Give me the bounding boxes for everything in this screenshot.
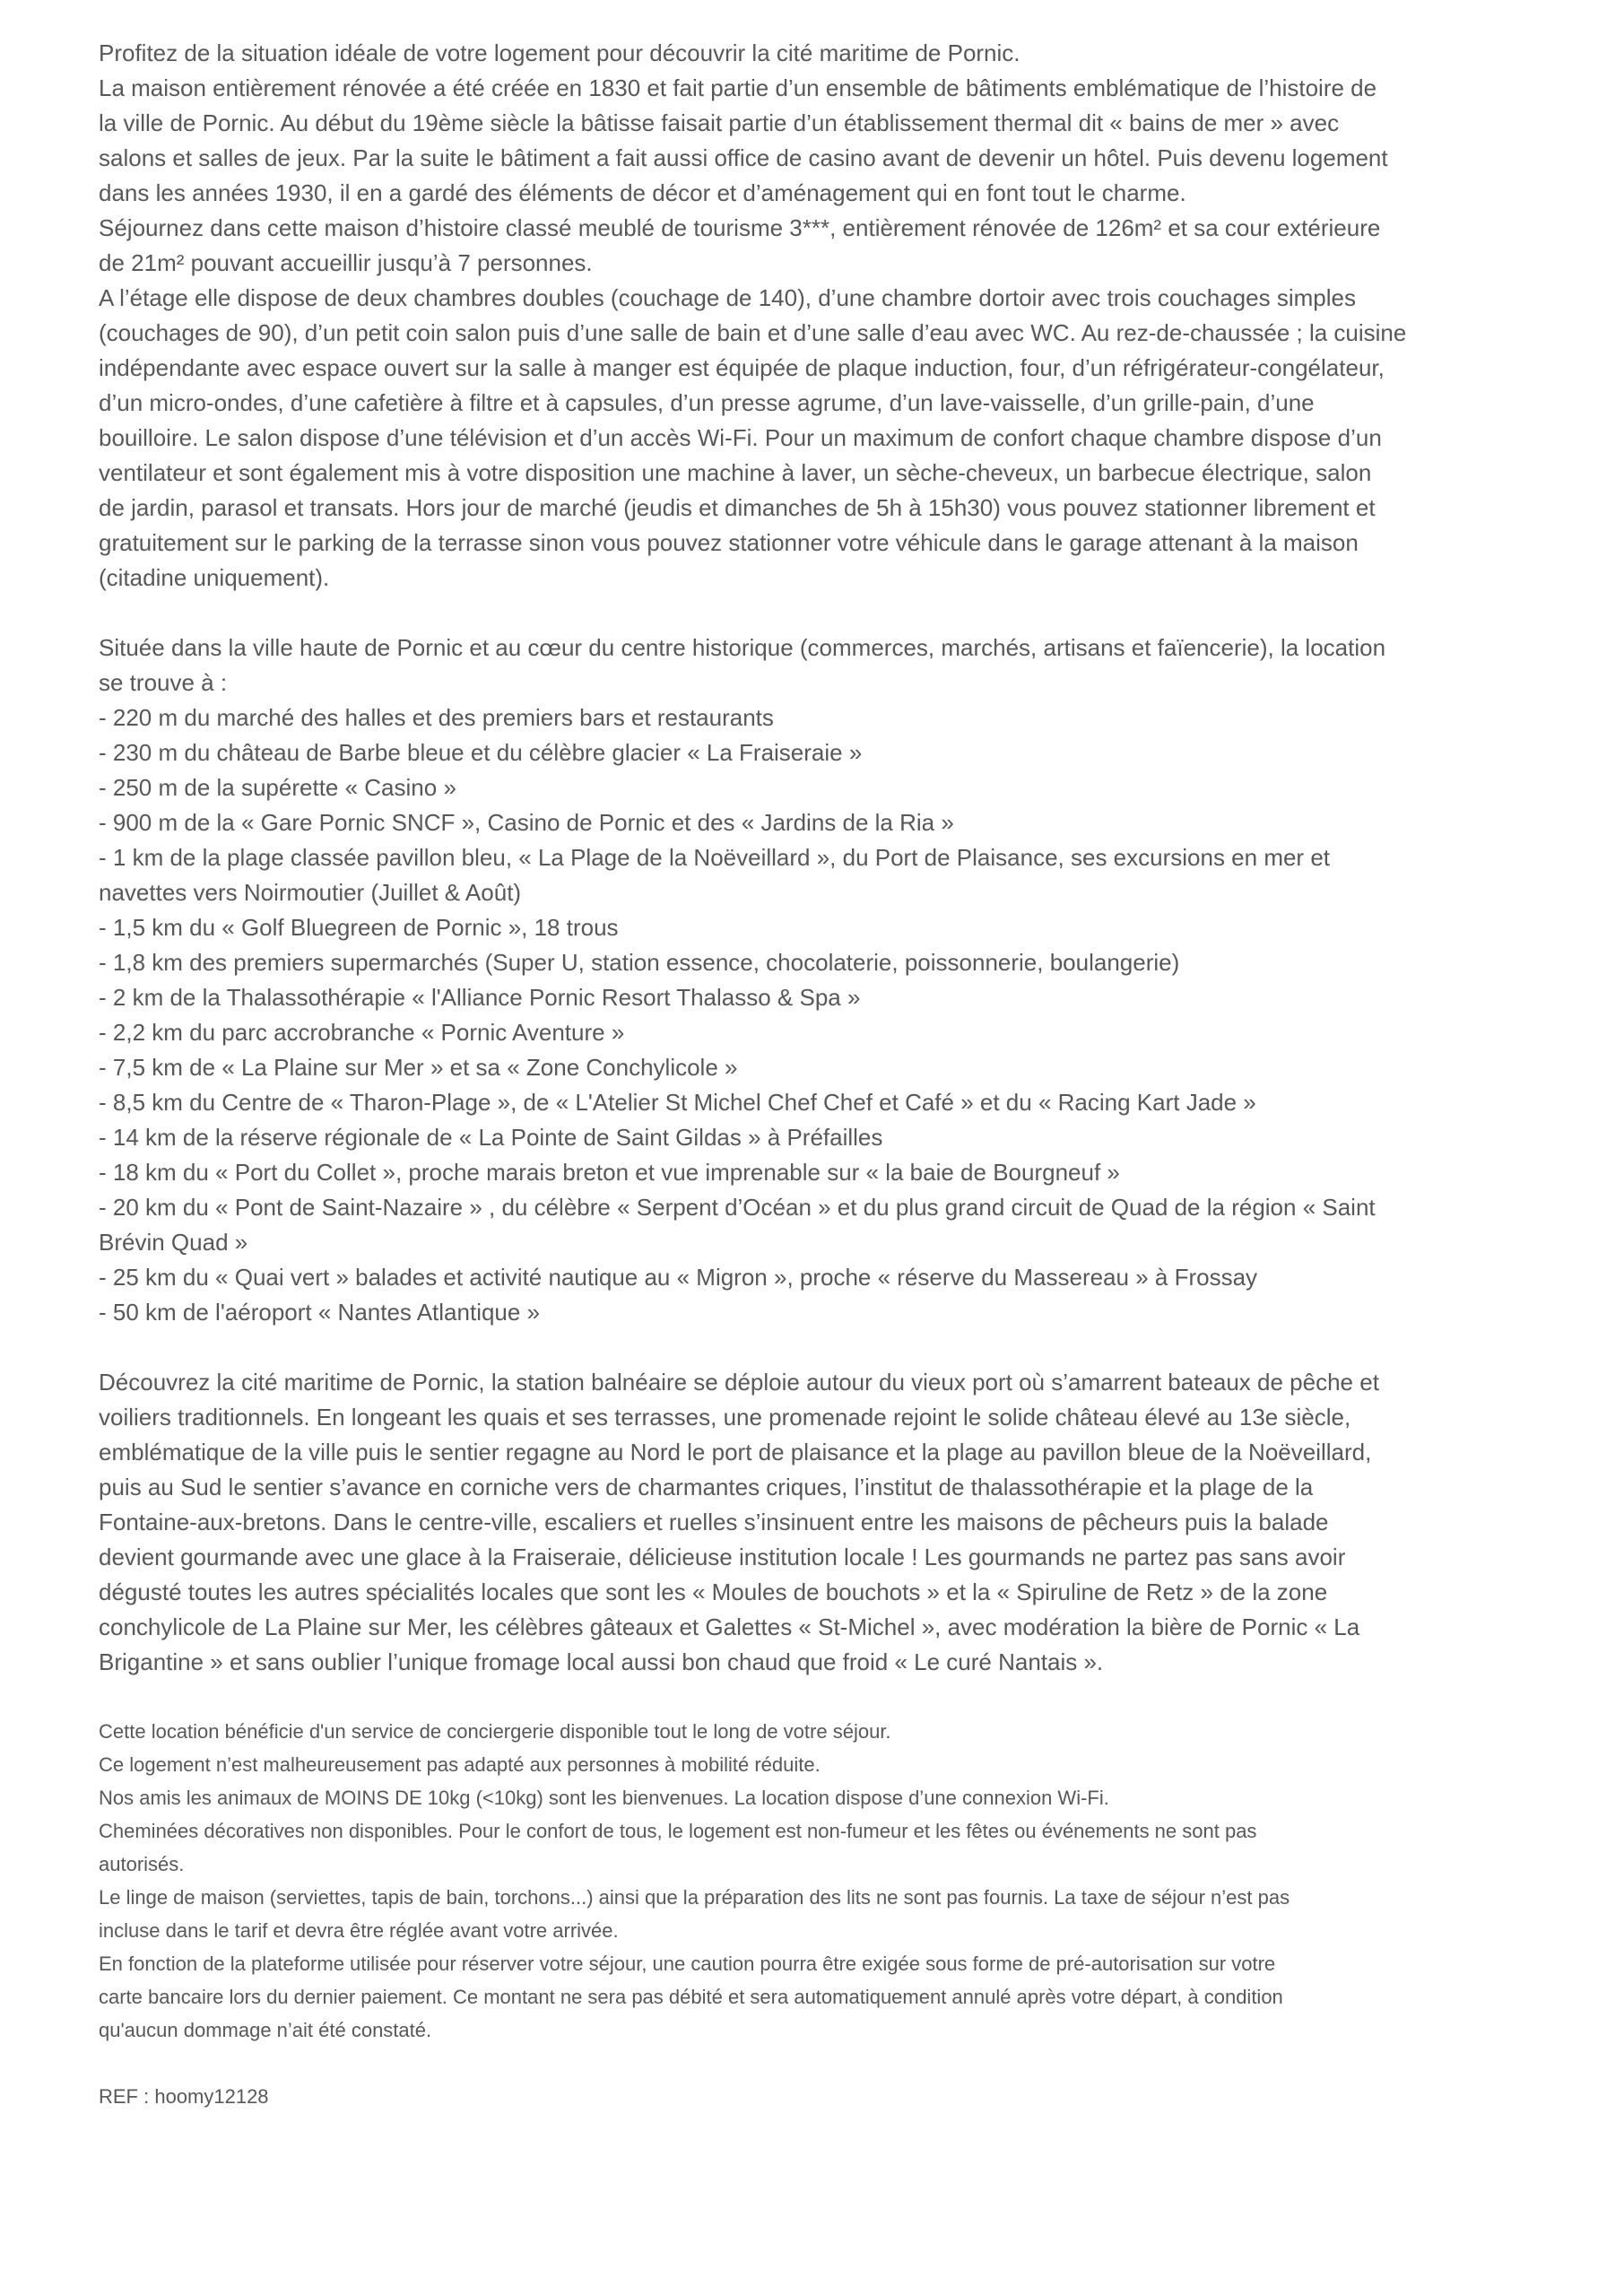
text-line: de 21m² pouvant accueillir jusqu’à 7 personnes. bbox=[99, 249, 593, 276]
house-rules-notes bbox=[99, 1715, 1588, 2047]
list-item: - 20 km du « Pont de Saint-Nazaire » , du célèbre « Serpent d’Océan » et du plus grand circuit de Quad de la région « Saint bbox=[99, 1194, 1376, 1221]
reference-section bbox=[99, 2080, 1588, 2113]
list-item: - 7,5 km de « La Plaine sur Mer » et sa « Zone Conchylicole » bbox=[99, 1054, 738, 1081]
text-line: conchylicole de La Plaine sur Mer, les célèbres gâteaux et Galettes « St-Michel », avec modération la bière de Pornic « La bbox=[99, 1613, 1360, 1640]
list-item: - 1,5 km du « Golf Bluegreen de Pornic », 18 trous bbox=[99, 914, 619, 941]
intro-paragraph bbox=[99, 36, 1588, 596]
list-item: - 1 km de la plage classée pavillon bleu, « La Plage de la Noëveillard », du Port de Plaisance, ses excursions en mer et bbox=[99, 844, 1330, 871]
text-line: de jardin, parasol et transats. Hors jour de marché (jeudis et dimanches de 5h à 15h30) vous pouvez stationner librement et bbox=[99, 494, 1376, 521]
list-item: - 900 m de la « Gare Pornic SNCF », Casino de Pornic et des « Jardins de la Ria » bbox=[99, 809, 954, 836]
text-line: Cette location bénéficie d'un service de conciergerie disponible tout le long de votre séjour. bbox=[99, 1720, 891, 1743]
text-line: salons et salles de jeux. Par la suite le bâtiment a fait aussi office de casino avant de devenir un hôtel. Puis devenu logement bbox=[99, 144, 1388, 171]
text-line: la ville de Pornic. Au début du 19ème siècle la bâtisse faisait partie d’un établissement thermal dit « bains de mer » avec bbox=[99, 109, 1340, 136]
text-line: Située dans la ville haute de Pornic et au cœur du centre historique (commerces, marchés, artisans et faïencerie), la location bbox=[99, 634, 1386, 661]
text-line: bouilloire. Le salon dispose d’une télévision et d’un accès Wi-Fi. Pour un maximum de confort chaque chambre dispose d’un bbox=[99, 424, 1382, 451]
text-line: emblématique de la ville puis le sentier regagne au Nord le port de plaisance et la plage au pavillon bleue de la Noëveillard, bbox=[99, 1439, 1372, 1465]
text-line: autorisés. bbox=[99, 1853, 185, 1875]
list-item: - 2,2 km du parc accrobranche « Pornic Aventure » bbox=[99, 1019, 625, 1046]
text-line: voiliers traditionnels. En longeant les quais et ses terrasses, une promenade rejoint le solide château élevé au 13e siècle, bbox=[99, 1404, 1351, 1431]
text-line: Fontaine-aux-bretons. Dans le centre-ville, escaliers et ruelles s’insinuent entre les maisons de pêcheurs puis la balade bbox=[99, 1509, 1329, 1535]
text-line: (couchages de 90), d’un petit coin salon puis d’une salle de bain et d’une salle d’eau avec WC. Au rez-de-chaussée ; la cuisine bbox=[99, 319, 1407, 346]
list-item: - 14 km de la réserve régionale de « La Pointe de Saint Gildas » à Préfailles bbox=[99, 1124, 883, 1151]
location-distances-list bbox=[99, 631, 1588, 1330]
text-line: A l’étage elle dispose de deux chambres doubles (couchage de 140), d’une chambre dortoir avec trois couchages simples bbox=[99, 284, 1356, 311]
list-item: Brévin Quad » bbox=[99, 1229, 248, 1256]
text-line: d’un micro-ondes, d’une cafetière à filtre et à capsules, d’un presse agrume, d’un lave-vaisselle, d’un grille-pain, d’une bbox=[99, 389, 1315, 416]
list-item: - 220 m du marché des halles et des premiers bars et restaurants bbox=[99, 704, 774, 731]
text-line: Découvrez la cité maritime de Pornic, la station balnéaire se déploie autour du vieux port où s’amarrent bateaux de pêche et bbox=[99, 1369, 1379, 1396]
text-line: carte bancaire lors du dernier paiement. Ce montant ne sera pas débité et sera automatiquement annulé après votre départ, à condition bbox=[99, 1986, 1283, 2008]
text-line: Brigantine » et sans oublier l’unique fromage local aussi bon chaud que froid « Le curé Nantais ». bbox=[99, 1648, 1104, 1675]
list-item: navettes vers Noirmoutier (Juillet & Août) bbox=[99, 879, 522, 906]
discover-paragraph bbox=[99, 1365, 1588, 1680]
list-item: - 18 km du « Port du Collet », proche marais breton et vue imprenable sur « la baie de Bourgneuf » bbox=[99, 1159, 1120, 1186]
text-line: Nos amis les animaux de MOINS DE 10kg (<10kg) sont les bienvenues. La location dispose d’une connexion Wi-Fi. bbox=[99, 1787, 1109, 1809]
text-line: Séjournez dans cette maison d’histoire classé meublé de tourisme 3***, entièrement rénovée de 126m² et sa cour extérieure bbox=[99, 214, 1381, 241]
text-line: dégusté toutes les autres spécialités locales que sont les « Moules de bouchots » et la « Spiruline de Retz » de la zone bbox=[99, 1578, 1328, 1605]
text-line: se trouve à : bbox=[99, 669, 228, 696]
list-item: - 50 km de l'aéroport « Nantes Atlantique » bbox=[99, 1299, 541, 1326]
text-line: gratuitement sur le parking de la terrasse sinon vous pouvez stationner votre véhicule dans le garage attenant à la maison bbox=[99, 529, 1359, 556]
text-line: La maison entièrement rénovée a été créée en 1830 et fait partie d’un ensemble de bâtiments emblématique de l’histoire de bbox=[99, 74, 1377, 101]
text-line: Profitez de la situation idéale de votre logement pour découvrir la cité maritime de Pornic. bbox=[99, 39, 1020, 66]
list-item: - 250 m de la supérette « Casino » bbox=[99, 774, 456, 801]
text-line: Le linge de maison (serviettes, tapis de bain, torchons...) ainsi que la préparation des lits ne sont pas fournis. La taxe de séjour n’est pas bbox=[99, 1886, 1290, 1909]
text-line: devient gourmande avec une glace à la Fraiseraie, délicieuse institution locale ! Les gourmands ne partez pas sans avoir bbox=[99, 1544, 1346, 1570]
text-line: puis au Sud le sentier s’avance en corniche vers de charmantes criques, l’institut de thalassothérapie et la plage de la bbox=[99, 1474, 1314, 1500]
list-item: - 8,5 km du Centre de « Tharon-Plage », de « L'Atelier St Michel Chef Chef et Café » et du « Racing Kart Jade » bbox=[99, 1089, 1256, 1116]
text-line: ventilateur et sont également mis à votre disposition une machine à laver, un sèche-cheveux, un barbecue électrique, salon bbox=[99, 459, 1372, 486]
list-item: - 230 m du château de Barbe bleue et du célèbre glacier « La Fraiseraie » bbox=[99, 739, 863, 766]
text-line: incluse dans le tarif et devra être réglée avant votre arrivée. bbox=[99, 1919, 619, 1942]
text-line: En fonction de la plateforme utilisée pour réserver votre séjour, une caution pourra être exigée sous forme de pré-autorisation sur votre bbox=[99, 1952, 1276, 1975]
reference-code: REF : hoomy12128 bbox=[99, 2085, 269, 2108]
list-item: - 2 km de la Thalassothérapie « l'Alliance Pornic Resort Thalasso & Spa » bbox=[99, 984, 861, 1011]
text-line: Ce logement n’est malheureusement pas adapté aux personnes à mobilité réduite. bbox=[99, 1753, 821, 1776]
text-line: dans les années 1930, il en a gardé des éléments de décor et d’aménagement qui en font tout le charme. bbox=[99, 179, 1186, 206]
text-line: qu'aucun dommage n’ait été constaté. bbox=[99, 2019, 432, 2041]
text-line: Cheminées décoratives non disponibles. Pour le confort de tous, le logement est non-fumeur et les fêtes ou événements ne sont pas bbox=[99, 1820, 1257, 1842]
list-item: - 1,8 km des premiers supermarchés (Super U, station essence, chocolaterie, poissonnerie, boulangerie) bbox=[99, 949, 1180, 976]
text-line: indépendante avec espace ouvert sur la salle à manger est équipée de plaque induction, four, d’un réfrigérateur-congélateur, bbox=[99, 354, 1385, 381]
list-item: - 25 km du « Quai vert » balades et activité nautique au « Migron », proche « réserve du Massereau » à Frossay bbox=[99, 1264, 1258, 1291]
text-line: (citadine uniquement). bbox=[99, 564, 330, 591]
